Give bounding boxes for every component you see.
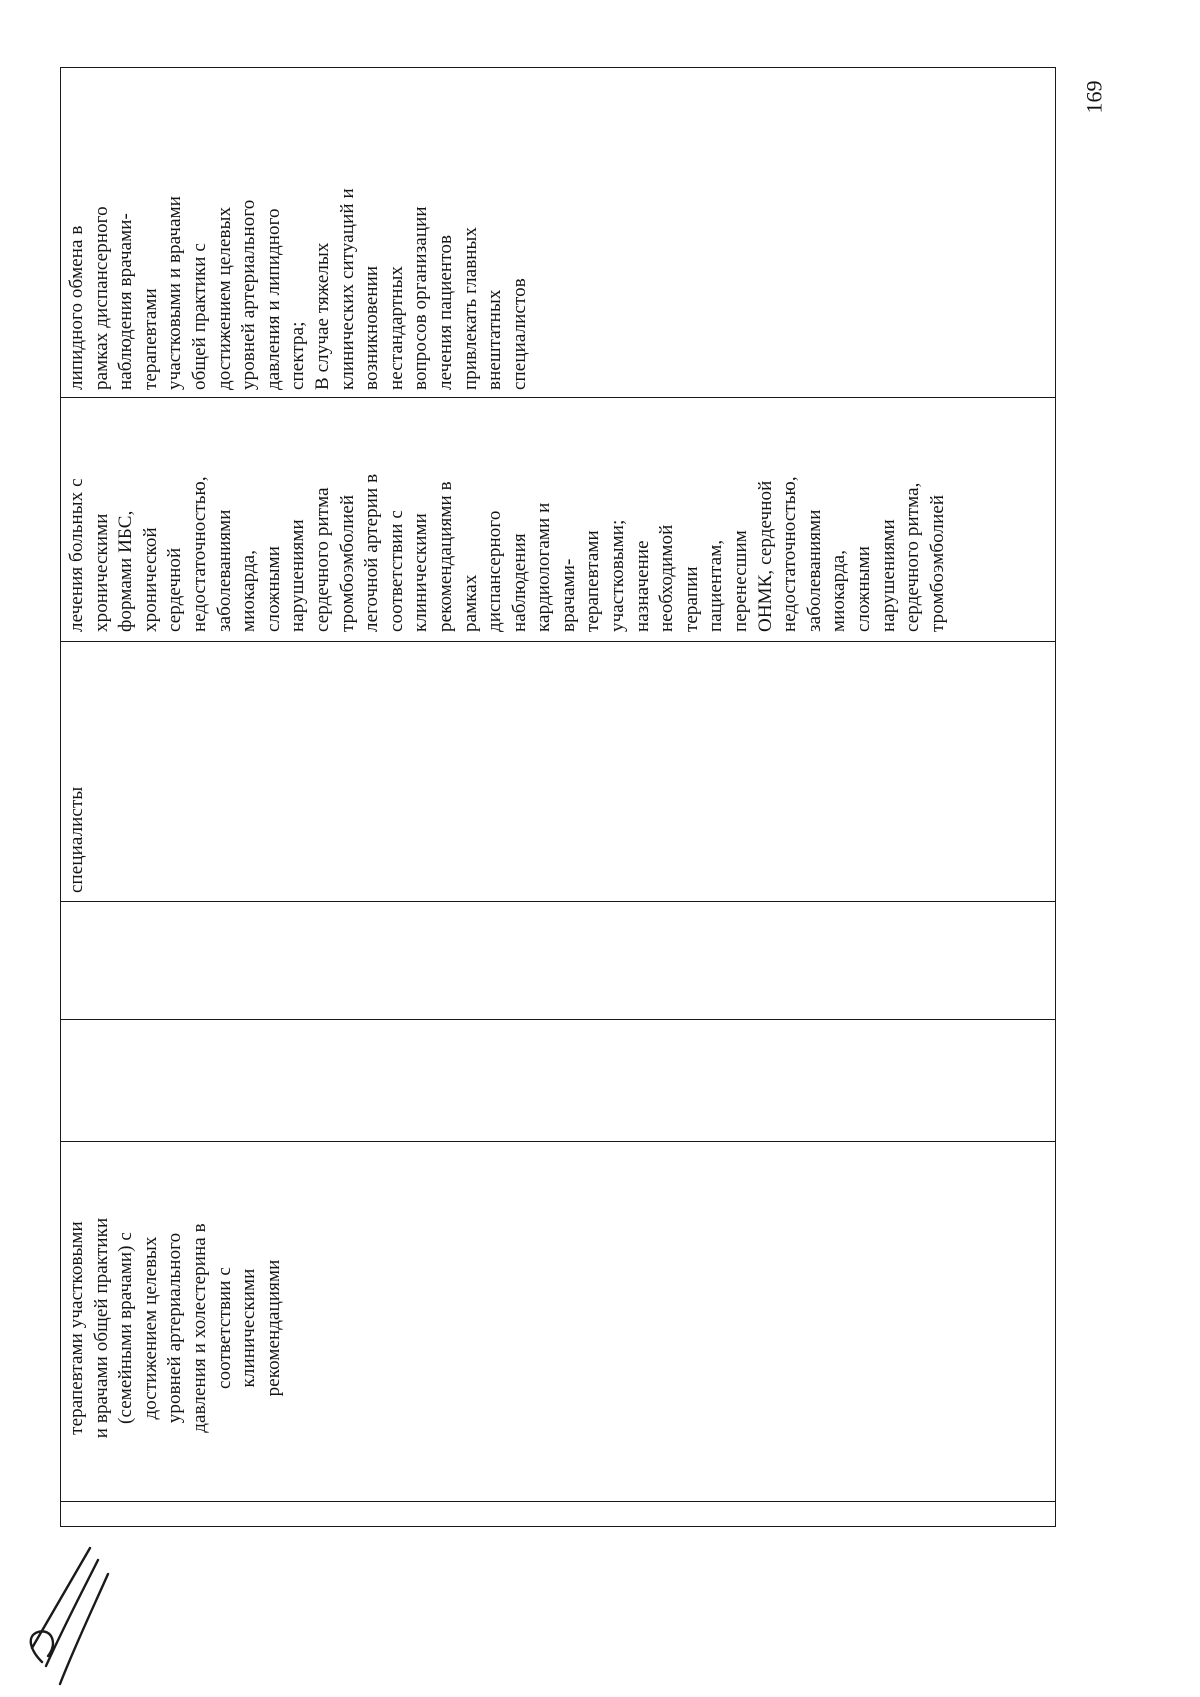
- cell-text-line: терапевтами: [582, 530, 604, 632]
- cell-text-line: возникновении: [361, 265, 383, 390]
- cell-text-line: легочной артерии в: [361, 473, 383, 632]
- cell-text-line: перенесшим: [730, 530, 752, 632]
- cell-text-line: достижением целевых: [213, 206, 235, 390]
- cell-result-description: [65, 1166, 286, 1490]
- handwritten-signature: [12, 1540, 122, 1690]
- column-divider: [61, 641, 1055, 642]
- cell-text-line: нарушениями: [877, 519, 899, 632]
- cell-text-line: сложными: [262, 546, 284, 632]
- cell-text-line: наблюдения врачами-: [115, 213, 137, 390]
- cell-text-line: терапевтами участковыми: [66, 1221, 87, 1435]
- cell-text-line: В случае тяжелых: [311, 242, 333, 390]
- cell-text-line: кардиологами и: [533, 502, 555, 632]
- cell-text-line: необходимой: [656, 524, 678, 632]
- cell-text-line: пациентам,: [705, 539, 727, 632]
- column-divider: [61, 901, 1055, 902]
- cell-text-line: общей практики с: [188, 243, 210, 390]
- cell-text-line: недостаточностью,: [188, 476, 210, 632]
- cell-text-line: вопросов организации: [410, 206, 432, 390]
- cell-text-line: нестандартных: [385, 265, 407, 390]
- cell-responsible: [65, 687, 90, 893]
- column-divider: [61, 1141, 1055, 1142]
- cell-text-line: и врачами общей практики: [90, 1217, 112, 1439]
- cell-text-line: давления и холестерина в: [188, 1223, 210, 1433]
- cell-text-line: тромбоэмболией: [926, 494, 948, 632]
- rotated-page: [60, 67, 1056, 1527]
- cell-text-line: хроническими: [90, 513, 112, 632]
- cell-text-line: специалисты: [66, 786, 87, 893]
- cell-text-line: соответствии с: [213, 1267, 235, 1389]
- cell-text-line: рамках диспансерного: [90, 206, 112, 390]
- cell-text-line: участковыми и врачами: [164, 195, 186, 390]
- cell-text-line: наблюдения: [508, 533, 530, 632]
- cell-text-line: сердечного ритма,: [902, 482, 924, 632]
- cell-text-line: уровней артериального: [164, 1232, 186, 1424]
- cell-text-line: недостаточностью,: [779, 476, 801, 632]
- column-divider: [61, 1019, 1055, 1020]
- cell-text-line: сложными: [853, 546, 874, 632]
- cell-text-line: давления и липидного: [262, 208, 284, 390]
- cell-measures: [65, 82, 532, 390]
- cell-text-line: рекомендациями в: [434, 481, 456, 632]
- cell-text-line: хронической: [139, 527, 161, 632]
- cell-text-line: достижением целевых: [139, 1236, 161, 1420]
- cell-text-line: заболеваниями: [213, 509, 235, 632]
- cell-text-line: ОНМК, сердечной: [754, 480, 776, 632]
- cell-text-line: липидного обмена в: [66, 225, 87, 390]
- cell-text-line: лечения пациентов: [434, 234, 456, 390]
- cell-text-line: назначение: [631, 540, 653, 632]
- cell-text-line: формами ИБС,: [115, 510, 137, 632]
- cell-text-line: сердечной: [164, 547, 186, 632]
- cell-text-line: миокарда,: [238, 549, 260, 632]
- cell-text-line: клиническими: [238, 1268, 260, 1388]
- cell-text-line: диспансерного: [484, 510, 506, 632]
- page-number: 169: [1081, 80, 1107, 114]
- cell-text-line: терапии: [680, 566, 702, 632]
- cell-text-line: сердечного ритма: [311, 487, 333, 632]
- data-table: [60, 67, 1056, 1527]
- column-divider: [61, 397, 1055, 398]
- cell-text-line: рекомендациями: [262, 1259, 284, 1397]
- cell-text-line: терапевтами: [139, 288, 161, 390]
- cell-text-line: тромбоэмболией: [336, 494, 358, 632]
- cell-text-line: лечения больных с: [66, 478, 87, 632]
- cell-text-line: соответствии с: [385, 510, 407, 632]
- cell-text-line: уровней артериального: [238, 199, 260, 390]
- cell-text-line: (семейными врачами) с: [115, 1232, 137, 1424]
- cell-text-line: привлекать главных: [459, 226, 481, 390]
- column-divider: [61, 1501, 1055, 1502]
- cell-text-line: миокарда,: [828, 549, 850, 632]
- cell-text-line: внештатных: [484, 289, 506, 390]
- cell-text-line: спектра;: [287, 321, 309, 390]
- cell-text-line: заболеваниями: [803, 509, 825, 632]
- cell-text-line: специалистов: [508, 278, 530, 390]
- cell-text-line: клинических ситуаций и: [336, 188, 358, 390]
- cell-text-line: участковыми;: [607, 519, 629, 632]
- cell-text-line: врачами-: [557, 558, 579, 632]
- cell-text-line: нарушениями: [287, 519, 309, 632]
- cell-treatment-description: [65, 406, 950, 632]
- cell-text-line: рамках: [459, 574, 481, 632]
- cell-text-line: клиническими: [410, 513, 432, 632]
